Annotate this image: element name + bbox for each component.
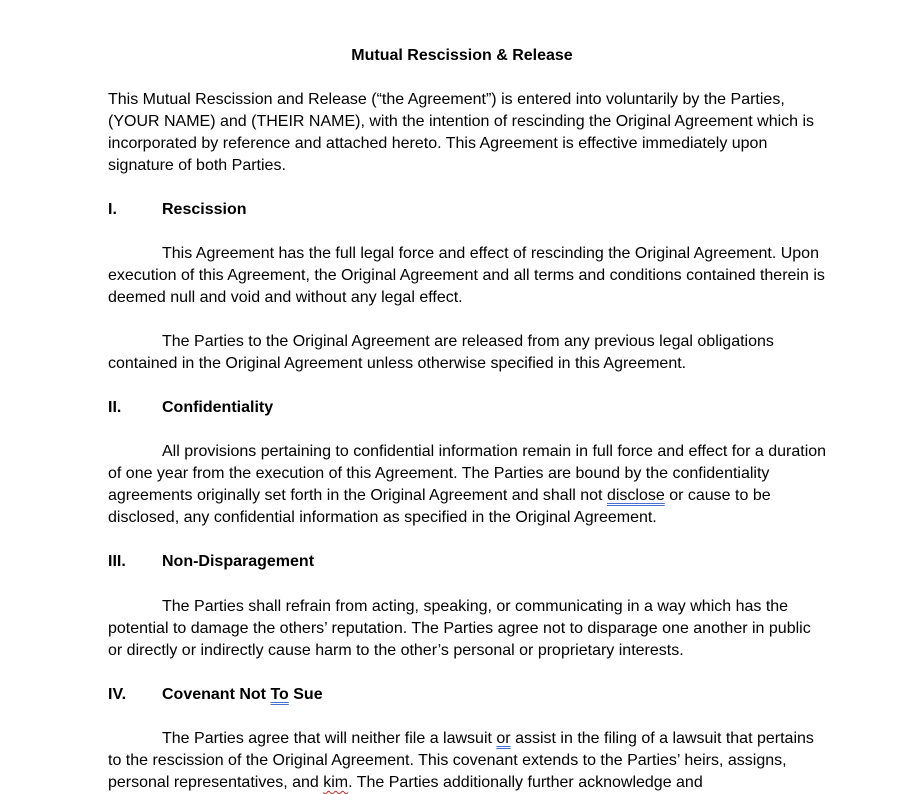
section-number: II. <box>108 399 122 416</box>
section-title-part: Covenant Not <box>162 686 271 703</box>
section-number: III. <box>108 553 126 570</box>
spelling-flagged-word[interactable]: kim <box>323 774 349 791</box>
rescission-paragraph-1: This Agreement has the full legal force and effect of rescinding the Original Agreement. Upon execution of this Agreement, the Original Agreement and all terms and conditions contained therein is deemed null and void and without any legal effect. <box>108 245 825 306</box>
confidentiality-paragraph <box>108 441 828 529</box>
section-title: Non-Disparagement <box>162 553 315 570</box>
grammar-flagged-word[interactable]: To <box>270 686 289 703</box>
text-run: or cause to be disclosed, any confidential information as specified in the Original Agreement. <box>108 487 771 526</box>
text-run: assist in the filing of a lawsuit that pertains to the rescission of the Original Agreement. This covenant extends to the Parties’ heirs, assigns, personal representatives, and <box>108 730 814 791</box>
document-title: Mutual Rescission & Release <box>351 47 573 64</box>
section-number: I. <box>108 201 117 218</box>
section-title-part: Sue <box>288 686 323 703</box>
covenant-paragraph <box>108 728 828 794</box>
rescission-paragraph-2: The Parties to the Original Agreement are released from any previous legal obligations contained in the Original Agreement unless otherwise specified in this Agreement. <box>108 333 774 372</box>
section-heading-rescission <box>108 199 246 221</box>
section-heading-non-disparagement <box>108 551 314 573</box>
section-title: Rescission <box>162 201 247 218</box>
text-run: All provisions pertaining to confidential information remain in full force and effect for a duration of one year from the execution of this Agreement. The Parties are bound by the confidentiality agreements originally set forth in the Original Agreement and shall not <box>108 443 827 504</box>
section-number: IV. <box>108 686 127 703</box>
section-title: Confidentiality <box>162 399 274 416</box>
grammar-flagged-word[interactable]: or <box>496 730 511 747</box>
intro-paragraph: This Mutual Rescission and Release (“the Agreement”) is entered into voluntarily by the Parties, (YOUR NAME) and (THEIR NAME), with the intention of rescinding the Original Agreement which is incorporated by reference and attached hereto. This Agreement is effective immediately upon signature of both Parties. <box>108 91 815 174</box>
text-run: . The Parties additionally further acknowledge and <box>348 774 703 791</box>
section-heading-confidentiality <box>108 397 273 419</box>
grammar-flagged-word[interactable]: disclose <box>606 487 665 504</box>
section-heading-covenant <box>108 684 323 706</box>
non-disparagement-paragraph: The Parties shall refrain from acting, speaking, or communicating in a way which has the potential to damage the others’ reputation. The Parties agree not to disparage one another in public or directly or indirectly cause harm to the other’s personal or proprietary interests. <box>108 598 811 659</box>
text-run: The Parties agree that will neither file a lawsuit <box>162 730 497 747</box>
